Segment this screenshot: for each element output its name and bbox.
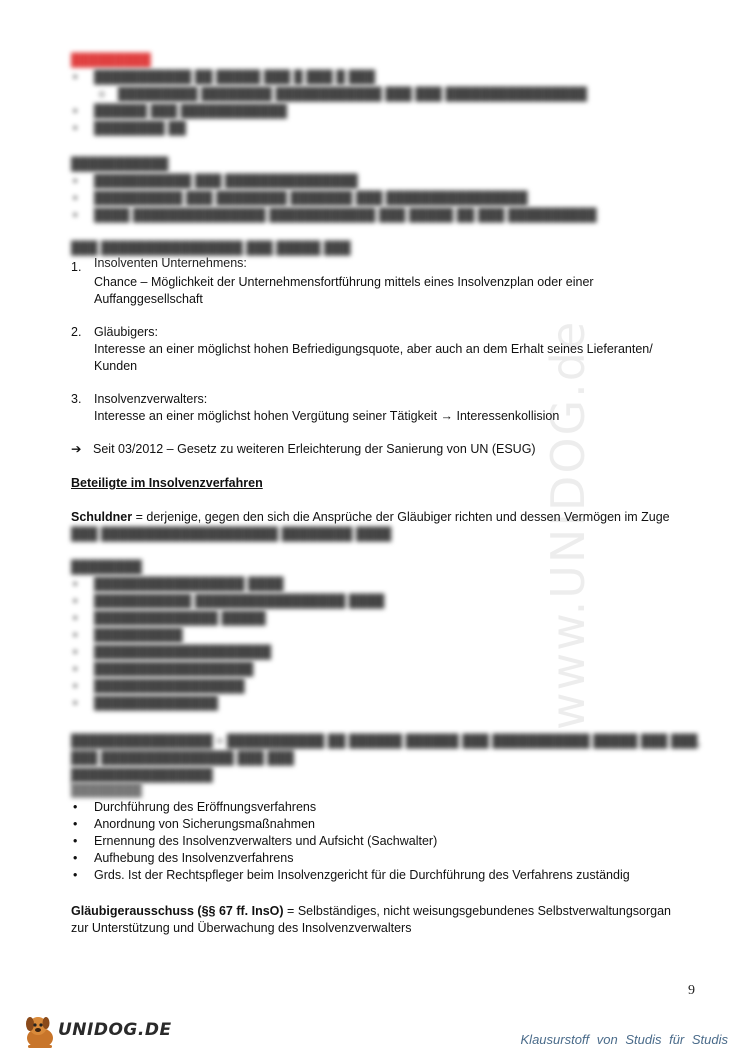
item1-text: Chance – Möglichkeit der Unternehmensfortführung mittels eines Insolvenzplan oder einer	[94, 275, 594, 289]
item-number: 3.	[71, 392, 82, 406]
footer-tagline: Klausurstoff von Studis für Studis	[520, 1032, 728, 1047]
blurred-insolvenzgericht: ████████████████ = ███████████ ██ ██████ ██████ ███ ███████████ █████ ███ ███, ███ ███████████████ ███ ███ ████████████████	[71, 734, 702, 782]
page-number: 9	[688, 983, 695, 998]
watermark: www.UNIDOG.de	[541, 319, 595, 730]
glaeubigerausschuss-term: Gläubigerausschuss (§§ 67 ff. InsO)	[71, 904, 284, 918]
blurred-liquidation-section: ███████████ • ███████████ ███ ███████████████ • ██████████ ███ ████████ ███████ ███ ████████████████ • ████ ███████████████ ████████████ ███ █████ ██ ███ ██████████	[71, 156, 691, 224]
item3-text: Interesse an einer möglichst hohen Vergütung seiner Tätigkeit → Interessenkollision	[94, 409, 560, 423]
schuldner-term: Schuldner	[71, 510, 133, 524]
item2-text: Interesse an einer möglichst hohen Befriedigungsquote, aber auch an dem Erhalt seines Lieferanten/	[94, 342, 653, 356]
glaeubigerausschuss-text-cont: zur Unterstützung und Überwachung des Insolvenzverwalters	[71, 921, 412, 935]
glaeubigerausschuss-text: = Selbständiges, nicht weisungsgebundenes Selbstverwaltungsorgan	[283, 904, 671, 918]
list-item: • Anordnung von Sicherungsmaßnahmen	[71, 816, 711, 833]
list-item: • Durchführung des Eröffnungsverfahrens	[71, 799, 711, 816]
arrow-icon: ➔	[71, 442, 82, 456]
esug-line	[71, 441, 691, 458]
list-item: • Aufhebung des Insolvenzverfahrens	[71, 850, 711, 867]
section-heading: Beteiligte im Insolvenzverfahren	[71, 476, 263, 490]
perspectives-list	[71, 256, 691, 425]
blurred-aufgaben-label: ████████	[71, 783, 142, 797]
list-item	[71, 324, 691, 375]
item-number: 1.	[71, 260, 82, 274]
list-item: • Grds. Ist der Rechtspfleger beim Insolvenzgericht für die Durchführung des Verfahrens zuständig	[71, 867, 711, 884]
schuldner-text: = derjenige, gegen den sich die Ansprüche der Gläubiger richten und dessen Vermögen im Zuge	[132, 510, 670, 524]
list-item	[71, 256, 691, 308]
item-number: 2.	[71, 325, 82, 339]
blurred-glaeubiger-section: ████████ • █████████████████ ████ • ███████████ █████████████████ ████ • ██████████████ █████ • ██████████ • ████████████████████ • ██████████████████ • █████████████████ • ██████████████	[71, 559, 691, 712]
aufgaben-list	[71, 799, 711, 884]
beteiligte-heading	[71, 475, 691, 492]
esug-text: Seit 03/2012 – Gesetz zu weiteren Erleichterung der Sanierung von UN (ESUG)	[93, 442, 536, 456]
list-item	[71, 391, 691, 425]
list-item: • Ernennung des Insolvenzverwalters und Aufsicht (Sachwalter)	[71, 833, 711, 850]
unidog-logo	[22, 1012, 172, 1052]
blurred-nachteile-section: █████████ • ███████████ ██ █████ ███ █ ███ █ ███ o █████████ ████████ ████████████ ███ ███ ████████████████ • ██████ ███ ████████████ • ████████ ██	[71, 52, 691, 137]
item3-label: Insolvenzverwalters:	[94, 392, 208, 406]
glaeubigerausschuss-definition	[71, 903, 711, 937]
schuldner-definition: Schuldner = derjenige, gegen den sich die Ansprüche der Gläubiger richten und dessen Vermögen im Zuge ███ ████████████████████ ████████ ████	[71, 510, 670, 541]
dog-mascot-icon	[22, 1012, 62, 1052]
item1-text-cont: Auffanggesellschaft	[94, 292, 203, 306]
item1-label: Insolventen Unternehmens:	[94, 256, 247, 270]
item2-label: Gläubigers:	[94, 325, 158, 339]
blurred-sicht-heading: ███ ████████████████ ███ █████ ███	[71, 241, 351, 255]
logo-text: UNIDOG.DE	[58, 1020, 172, 1040]
item2-text-cont: Kunden	[94, 359, 138, 373]
